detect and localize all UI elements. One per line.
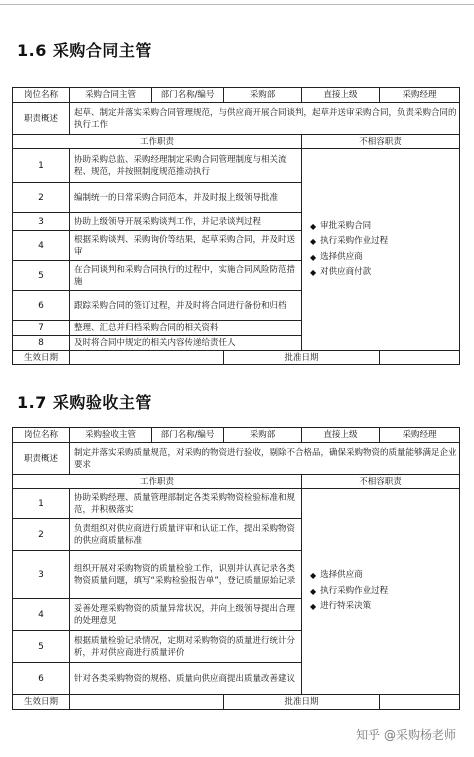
superior-value: 采购经理 (380, 88, 460, 103)
position-value: 采购验收主管 (70, 428, 152, 443)
duty-text: 组织开展对采购物资的质量检验工作，识别并认真记录各类物资质量问题，填写“采购检验报告单”，登记质量原始记录 (70, 551, 302, 599)
effective-date-label: 生效日期 (13, 695, 70, 710)
diamond-bullet-icon: ◆ (310, 221, 317, 231)
incompatible-item: ◆ 对供应商付款 (310, 265, 457, 281)
duty-number: 3 (13, 551, 70, 599)
summary-label: 职责概述 (13, 443, 70, 475)
superior-value: 采购经理 (380, 428, 460, 443)
incompatible-header: 不相容职责 (302, 135, 460, 149)
job-table-1-7 (12, 427, 460, 710)
effective-date-label: 生效日期 (13, 351, 70, 365)
top-rule (0, 4, 474, 5)
incompatible-list (304, 219, 457, 281)
incompatible-list (304, 568, 457, 615)
section-title-1-6: 1.6 采购合同主管 (17, 41, 152, 60)
effective-date-value (70, 695, 224, 710)
duty-number: 8 (13, 336, 70, 351)
duty-number: 1 (13, 489, 70, 519)
duty-number: 5 (13, 631, 70, 663)
diamond-bullet-icon: ◆ (310, 571, 317, 581)
incompatible-item: ◆ 选择供应商 (310, 568, 457, 584)
approval-date-label: 批准日期 (224, 351, 380, 365)
duty-text: 负责组织对供应商进行质量评审和认证工作，提出采购物资的供应商质量标准 (70, 519, 302, 551)
duty-text: 针对各类采购物资的规格、质量向供应商提出质量改善建议 (70, 663, 302, 695)
effective-date-value (70, 351, 224, 365)
section-title-1-7: 1.7 采购验收主管 (17, 393, 152, 412)
duty-text: 根据质量检验记录情况，定期对采购物资的质量进行统计分析，并对供应商进行质量评价 (70, 631, 302, 663)
incompatible-item: ◆ 进行特采决策 (310, 599, 457, 615)
incompatible-item: ◆ 选择供应商 (310, 250, 457, 266)
duty-number: 3 (13, 213, 70, 231)
diamond-bullet-icon: ◆ (310, 237, 317, 246)
dept-value: 采购部 (224, 428, 302, 443)
duties-header: 工作职责 (13, 475, 302, 489)
approval-date-label: 批准日期 (224, 695, 380, 710)
duty-text: 根据采购谈判、采购询价等结果，起草采购合同，并及时送审 (70, 231, 302, 261)
position-value: 采购合同主管 (70, 88, 152, 103)
duty-text: 协助上级领导开展采购谈判工作，并记录谈判过程 (70, 213, 302, 231)
summary-text: 起草、制定并落实采购合同管理规范，与供应商开展合同谈判，起草并送审采购合同，负责采购合同的执行工作 (70, 103, 460, 135)
position-label: 岗位名称 (13, 428, 70, 443)
duty-text: 在合同谈判和采购合同执行的过程中，实施合同风险防范措施 (70, 261, 302, 291)
duty-number: 6 (13, 663, 70, 695)
diamond-bullet-icon: ◆ (310, 602, 317, 612)
position-label: 岗位名称 (13, 88, 70, 103)
duties-header: 工作职责 (13, 135, 302, 149)
duty-number: 2 (13, 183, 70, 213)
duty-text: 编制统一的日常采购合同范本，并及时报上级领导批准 (70, 183, 302, 213)
incompatible-cell (302, 489, 460, 695)
duty-number: 4 (13, 231, 70, 261)
duty-number: 5 (13, 261, 70, 291)
duty-text: 及时将合同中规定的相关内容传递给责任人 (70, 336, 302, 351)
diamond-bullet-icon: ◆ (310, 252, 317, 262)
duty-number: 7 (13, 321, 70, 336)
superior-label: 直接上级 (302, 428, 380, 443)
duty-text: 整理、汇总并归档采购合同的相关资料 (70, 321, 302, 336)
duty-text: 协助采购经理、质量管理部制定各类采购物资检验标准和规范，并积极落实 (70, 489, 302, 519)
diamond-bullet-icon: ◆ (310, 268, 317, 277)
dept-value: 采购部 (224, 88, 302, 103)
approval-date-value (380, 695, 460, 710)
superior-label: 直接上级 (302, 88, 380, 103)
duty-number: 6 (13, 291, 70, 321)
duty-text: 妥善处理采购物资的质量异常状况，并向上级领导提出合理的处理意见 (70, 599, 302, 631)
summary-label: 职责概述 (13, 103, 70, 135)
job-table-1-6 (12, 87, 460, 365)
duty-number: 2 (13, 519, 70, 551)
incompatible-header: 不相容职责 (302, 475, 460, 489)
incompatible-item: ◆ 执行采购作业过程 (310, 234, 457, 250)
duty-text: 跟踪采购合同的签订过程，并及时将合同进行备份和归档 (70, 291, 302, 321)
duty-text: 协助采购总监、采购经理制定采购合同管理制度与相关流程、规范，并按照制度规范推动执行 (70, 149, 302, 183)
watermark: 知乎 @采购杨老师 (356, 728, 456, 742)
duty-number: 1 (13, 149, 70, 183)
dept-label: 部门名称/编号 (152, 88, 224, 103)
duty-number: 4 (13, 599, 70, 631)
summary-text: 制定并落实采购质量规范，对采购的物资进行验收，剔除不合格品，确保采购物资的质量能够满足企业要求 (70, 443, 460, 475)
approval-date-value (380, 351, 460, 365)
incompatible-item: ◆ 审批采购合同 (310, 219, 457, 235)
incompatible-item: ◆ 执行采购作业过程 (310, 584, 457, 600)
diamond-bullet-icon: ◆ (310, 586, 317, 596)
incompatible-cell (302, 149, 460, 351)
dept-label: 部门名称/编号 (152, 428, 224, 443)
